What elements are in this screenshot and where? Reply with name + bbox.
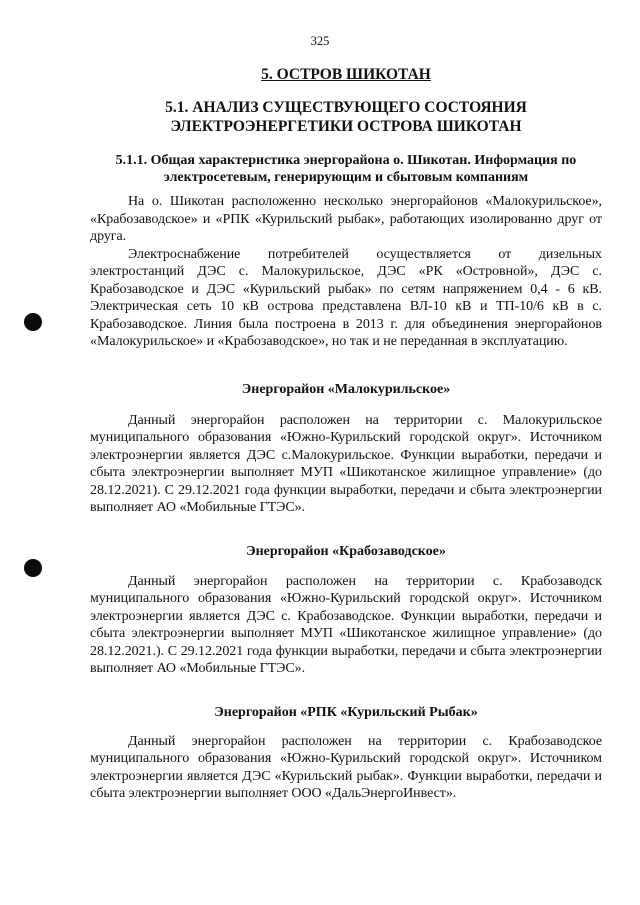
section-title: 5.1. АНАЛИЗ СУЩЕСТВУЮЩЕГО СОСТОЯНИЯ ЭЛЕКТРОЭНЕРГЕТИКИ ОСТРОВА ШИКОТАН bbox=[165, 99, 527, 135]
punch-hole-mark bbox=[24, 313, 42, 331]
district-heading-rpk: Энергорайон «РПК «Курильский Рыбак» bbox=[214, 704, 478, 720]
page-number: 325 bbox=[310, 34, 330, 48]
document-body bbox=[90, 66, 602, 803]
district-text-rpk: Данный энергорайон расположен на территории с. Крабозаводское муниципального образования «Южно-Курильский городской округ». Источником электроэнергии является ДЭС «Курильский рыбак». Функции выработки, передачи и сбыта электроэнергии выполняет ООО «ДальЭнергоИнвест». bbox=[90, 733, 602, 801]
intro-paragraph: На о. Шикотан расположенно несколько энергорайонов «Малокурильское», «Крабозаводское» и «РПК «Курильский рыбак», работающих изолированно друг от друга. bbox=[90, 194, 602, 244]
intro-paragraph: Электроснабжение потребителей осуществляется от дизельных электростанций ДЭС с. Малокурильское, ДЭС «РК «Островной», ДЭС с. Крабозаводское и ДЭС «Курильский рыбак» по сетям напряжением 0,4 - 6 кВ. Электрическая сеть 10 кВ острова представлена ВЛ-10 кВ и ТП-10/6 кВ в с. Крабозаводское. Линия была построена в 2013 г. для объединения энергорайонов «Малокурильское» и «Крабозаводское», но так и не переданная в эксплуатацию. bbox=[90, 246, 602, 349]
chapter-title: 5. ОСТРОВ ШИКОТАН bbox=[261, 66, 431, 83]
district-heading-krabozavodskoe: Энергорайон «Крабозаводское» bbox=[246, 543, 446, 559]
district-text-malokurilskoe: Данный энергорайон расположен на территории с. Малокурильское муниципального образования «Южно-Курильский городской округ». Источником электроэнергии является ДЭС с.Малокурильское. Функции выработки, передачи и сбыта электроэнергии выполняет МУП «Шикотанское жилищное управление» (до 28.12.2021). С 29.12.2021 года функции выработки, передачи и сбыта электроэнергии выполняет АО «Мобильные ГТЭС». bbox=[90, 412, 602, 515]
district-heading-malokurilskoe: Энергорайон «Малокурильское» bbox=[241, 381, 451, 397]
subsection-title: 5.1.1. Общая характеристика энергорайона о. Шикотан. Информация по электросетевым, генерирующим и сбытовым компаниям bbox=[115, 153, 577, 185]
district-text-krabozavodskoe: Данный энергорайон расположен на территории с. Крабозаводск муниципального образования «Южно-Курильский городской округ». Источником электроэнергии является ДЭС с. Крабозаводское. Функции выработки, передачи и сбыта электроэнергии выполняет МУП «Шикотанское жилищное управление» (до 28.12.2021.). С 29.12.2021 года функции выработки, передачи и сбыта электроэнергии выполняет АО «Мобильные ГТЭС». bbox=[90, 573, 602, 676]
punch-hole-mark bbox=[24, 559, 42, 577]
